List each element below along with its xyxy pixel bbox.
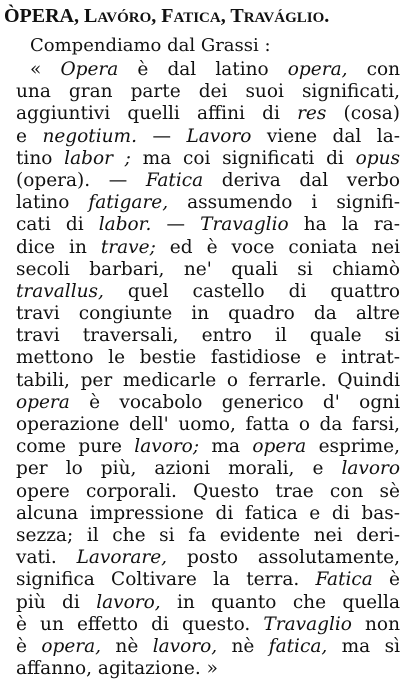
text-run: è dal latino <box>118 59 288 80</box>
text-line <box>16 503 400 525</box>
text-run: ed è voce coniata nei <box>155 236 400 258</box>
italic-term: lavoro; <box>134 436 200 458</box>
text-line <box>16 458 400 480</box>
text-line <box>16 414 400 436</box>
text-line <box>16 481 400 503</box>
text-run: vati. <box>16 547 77 569</box>
text-run: e <box>16 125 43 147</box>
text-run: viene dal la- <box>251 125 400 147</box>
text-line <box>16 592 400 614</box>
italic-term: Travaglio <box>200 214 289 236</box>
text-run: è <box>372 569 400 591</box>
heading-word-travaglio-initial: T <box>230 5 244 27</box>
text-run: tabili, per medicarle o ferrarle. Quindi <box>16 369 400 391</box>
italic-term: opera, <box>287 59 348 80</box>
italic-term: labor ; <box>64 147 131 169</box>
text-line <box>16 370 400 392</box>
text-line <box>16 436 400 458</box>
text-line <box>16 59 400 81</box>
text-run: ha la ra- <box>288 214 401 236</box>
text-run: significa Coltivare la terra. <box>16 569 316 591</box>
text-run: dice in <box>16 236 101 258</box>
italic-term: travallus, <box>16 280 104 302</box>
intro-line: Compendiamo dal Grassi : <box>30 35 271 56</box>
text-run: deriva dal verbo <box>203 169 400 191</box>
italic-term: opera <box>16 391 70 413</box>
text-run: sezza; il che si fa evidente nei deri- <box>16 524 400 546</box>
heading-word-opera: ÒPERA <box>4 5 74 27</box>
text-run: ma sì <box>327 635 401 657</box>
text-line <box>16 237 400 259</box>
entry-heading <box>4 2 404 32</box>
text-line <box>16 81 400 103</box>
text-line <box>16 303 400 325</box>
text-run: assumendo i signifi- <box>168 192 400 214</box>
text-line <box>16 658 400 680</box>
text-line <box>16 547 400 569</box>
text-run: nè <box>101 635 153 657</box>
text-run: per lo più, azioni morali, e <box>16 458 342 480</box>
text-line <box>16 148 400 170</box>
text-run: latino <box>16 192 89 214</box>
text-run: « <box>30 59 61 80</box>
italic-term: lavoro, <box>152 635 218 657</box>
text-run: aggiuntivi quelli affini di <box>16 103 298 125</box>
heading-word-lavoro-initial: L <box>84 5 98 27</box>
text-run: opere corporali. Questo trae con sè <box>16 480 400 502</box>
italic-term: lavoro, <box>96 591 161 613</box>
entry-body <box>16 59 400 680</box>
heading-period: . <box>324 5 330 27</box>
text-run: nè <box>217 635 269 657</box>
text-line <box>16 103 400 125</box>
text-run: — <box>136 125 187 147</box>
italic-term: opera <box>252 436 307 458</box>
text-line <box>16 259 400 281</box>
text-line <box>16 192 400 214</box>
text-line <box>16 636 400 658</box>
text-run: come pure <box>16 436 135 458</box>
text-run: in quanto che quella <box>160 591 400 613</box>
text-run: operazione dell' uomo, fatta o da farsi, <box>16 414 400 435</box>
text-line <box>16 325 400 347</box>
heading-word-lavoro-rest: AVÓRO <box>97 10 152 26</box>
italic-term: labor. <box>98 214 152 236</box>
text-run: mettono le bestie fastidiose e intrat- <box>16 347 400 369</box>
italic-term: opus <box>355 147 400 169</box>
text-run: travi traversali, entro il quale si <box>16 325 400 347</box>
text-run: con <box>347 59 401 80</box>
text-line <box>16 214 400 236</box>
text-run: quel castello di quattro <box>103 280 400 302</box>
text-run: è <box>16 635 42 657</box>
italic-term: Opera <box>60 59 119 80</box>
text-run: tino <box>16 147 65 169</box>
text-line <box>16 525 400 547</box>
italic-term: res <box>297 103 327 125</box>
text-run: non <box>351 613 400 635</box>
italic-term: lavoro <box>341 458 400 480</box>
text-line <box>16 614 400 636</box>
italic-term: Fatica <box>315 569 373 591</box>
heading-separator: , <box>220 5 226 27</box>
text-run: alcuna impressione di fatica e di bas- <box>16 502 400 524</box>
heading-separator: , <box>151 5 157 27</box>
italic-term: trave; <box>100 236 156 258</box>
heading-word-fatica-initial: F <box>161 5 174 27</box>
italic-term: Lavoro <box>186 125 252 147</box>
italic-term: fatica, <box>268 635 328 657</box>
italic-term: negotium. <box>42 125 137 147</box>
text-run: affanno, agitazione. » <box>16 658 218 680</box>
text-run: travi congiunte in quadro da altre <box>16 303 400 325</box>
italic-term: Fatica <box>145 169 204 191</box>
text-run: ma <box>199 436 253 458</box>
heading-separator: , <box>74 5 79 27</box>
italic-term: fatigare, <box>88 192 169 214</box>
text-line <box>16 126 400 148</box>
text-run: (opera). — <box>16 169 146 191</box>
italic-term: opera, <box>41 635 102 657</box>
text-line <box>16 281 400 303</box>
text-run: posto assolutamente, <box>167 547 401 569</box>
text-run: esprime, <box>306 436 400 458</box>
heading-word-fatica-rest: ATICA <box>173 10 221 26</box>
text-run: secoli barbari, ne' quali si chiamò <box>16 258 400 280</box>
text-line <box>16 392 400 414</box>
text-run: una gran parte dei suoi significati, <box>16 81 400 103</box>
text-run: cati di <box>16 214 99 236</box>
text-run: è vocabolo generico d' ogni <box>69 391 400 413</box>
italic-term: Travaglio <box>263 613 352 635</box>
text-line <box>16 170 400 192</box>
text-run: — <box>151 214 201 236</box>
text-run: più di <box>16 591 97 613</box>
text-run: (cosa) <box>326 103 401 125</box>
text-line <box>16 347 400 369</box>
text-run: ma coi significati di <box>130 147 356 169</box>
italic-term: Lavorare, <box>76 547 168 569</box>
heading-word-travaglio-rest: RAVÁGLIO <box>243 10 325 26</box>
text-line <box>16 569 400 591</box>
text-run: è un effetto di questo. <box>16 613 264 635</box>
